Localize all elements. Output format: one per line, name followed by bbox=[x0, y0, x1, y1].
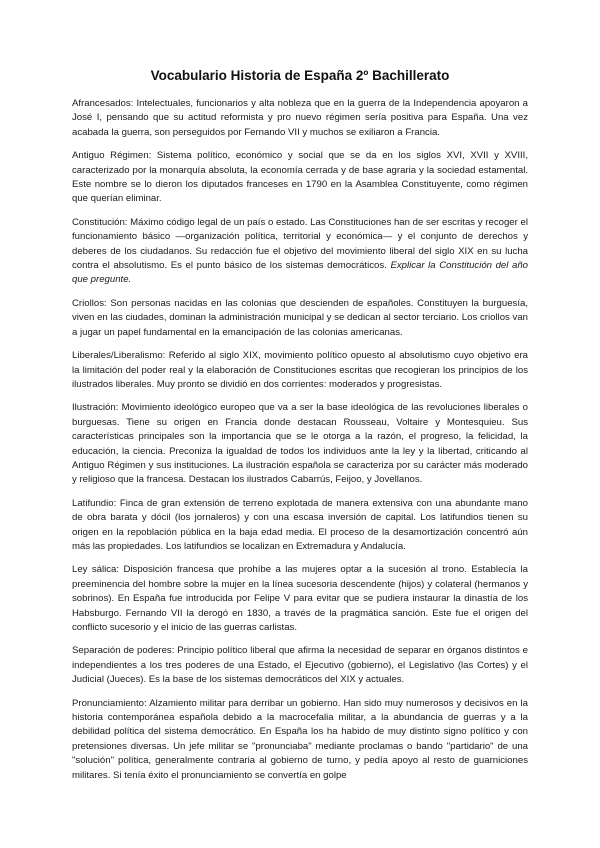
entry-definition: Finca de gran extensión de terreno explotada de manera extensiva con una abundante mano de obra barata y dócil (los jornaleros) y con una escasa inversión de capital. Los latifundios tienen su origen en la repoblación pública en la baja edad media. El proceso de la desamortización concentró aún más las propiedades. Los latifundios se localizan en Extremadura y Andalucía. bbox=[72, 497, 528, 552]
entry-term: Ilustración: bbox=[72, 402, 119, 414]
entry-definition: Movimiento ideológico europeo que va a ser la base ideológica de las revoluciones liberales o burguesas. Tiene su origen en Francia donde destacan Rousseau, Voltaire y Montesquieu. Sus características principales son la importancia que se le otorga a la razón, el progreso, la felicidad, la educación, la ciencia. Preconiza la igualdad de todos los individuos ante la ley y la libertad, criticando al Antiguo Régimen y sus instituciones. La ilustración española se caracteriza por su carácter más moderado y religioso que la francesa. Destacan los ilustrados Cabarrús, Feijoo, y Jovellanos. bbox=[72, 402, 528, 486]
entry-afrancesados bbox=[72, 97, 528, 140]
entry-term: Liberales/Liberalismo: bbox=[72, 350, 166, 362]
entry-definition: Disposición francesa que prohíbe a las mujeres optar a la sucesión al trono. Establecía la preeminencia del hombre sobre la mujer en la línea sucesoria descendente (hijos) y colateral (hermanos y sobrinos). En España fue introducida por Felipe V para evitar que se pudiera instaurar la dinastía de los Habsburgo. Fernando VII la derogó en 1830, a través de la pragmática sanción. Este fue el origen del conflicto sucesorio y el inicio de las guerras carlistas. bbox=[72, 564, 528, 633]
entry-term: Pronunciamiento: bbox=[72, 697, 147, 709]
entry-pronunciamiento bbox=[72, 697, 528, 783]
entry-definition: Sistema político, económico y social que se da en los siglos XVI, XVII y XVIII, caracterizado por la monarquía absoluta, la economía cerrada y de base agraria y la sociedad estamental. Este nombre se lo dieron los diputados franceses en 1790 en la Asamblea Constituyente, como régimen que querían eliminar. bbox=[72, 150, 528, 205]
entry-note: Explicar la Constitución del año que pregunte. bbox=[72, 260, 529, 286]
entry-definition: Máximo código legal de un país o estado. Las Constituciones han de ser escritas y recoger el funcionamiento básico —organización política, territorial y económica— y el conjunto de derechos y deberes de los ciudadanos. Su redacción fue el objetivo del movimiento liberal del siglo XIX en su lucha contra el absolutismo. Es el punto básico de los sistemas democráticos. bbox=[72, 216, 528, 272]
entry-term: Ley sálica: bbox=[72, 564, 120, 576]
entry-definition: Alzamiento militar para derribar un gobierno. Han sido muy numerosos y decisivos en la historia contemporánea española debido a la macrocefalia militar, a la abundancia de guerras y a la debilidad política del sistema democrático. En España los ha habido de muy distinto signo político y con pretensiones diversas. Un jefe militar se "pronunciaba" mediante proclamas o bando "partidario" de una "solución" política, generalmente contraria al gobierno de turno, y pedía apoyo al resto de guarniciones militares. Si tenía éxito el pronunciamiento se convertía en golpe bbox=[72, 697, 528, 781]
entry-ley-salica bbox=[72, 563, 528, 635]
entry-term: Constitución: bbox=[72, 216, 128, 228]
entry-criollos bbox=[72, 297, 528, 340]
entry-term: Separación de poderes: bbox=[72, 645, 175, 657]
entry-latifundio bbox=[72, 497, 528, 555]
entry-liberalismo bbox=[72, 349, 528, 392]
entry-definition: Intelectuales, funcionarios y alta nobleza que en la guerra de la Independencia apoyaron a José I, pensando que su actitud reformista y pro nuevo régimen sería positiva para España. Una vez acabada la guerra, son perseguidos por Fernando VII y muchos se exiliaron a Francia. bbox=[72, 98, 528, 138]
entry-antiguo-regimen bbox=[72, 149, 528, 207]
entry-term: Latifundio: bbox=[72, 497, 117, 509]
entry-constitucion bbox=[72, 216, 528, 288]
entry-ilustracion bbox=[72, 401, 528, 487]
page-title: Vocabulario Historia de España 2º Bachillerato bbox=[150, 68, 450, 83]
entry-definition: Principio político liberal que afirma la necesidad de separar en órganos distintos e independientes a los tres poderes de una Estado, el Ejecutivo (gobierno), el Legislativo (las Cortes) y el Judicial (Jueces). Es la base de los sistemas democráticos del XIX y actuales. bbox=[72, 645, 528, 686]
entry-term: Criollos: bbox=[72, 297, 107, 309]
entry-separacion-poderes bbox=[72, 644, 528, 687]
entry-definition: Son personas nacidas en las colonias que descienden de españoles. Constituyen la burguesía, viven en las ciudades, dominan la administración municipal y se dedican al sector terciario. Los criollos van a jugar un papel fundamental en la emancipación de las colonias americanas. bbox=[72, 297, 528, 338]
entry-term: Antiguo Régimen: bbox=[72, 150, 152, 162]
entry-term: Afrancesados: bbox=[72, 98, 134, 109]
entry-definition: Referido al siglo XIX, movimiento político opuesto al absolutismo cuyo objetivo era la limitación del poder real y la elaboración de Constituciones escritas que recogieran los principios de los ilustrados liberales. Muy pronto se dividió en dos corrientes: moderados y progresistas. bbox=[72, 350, 528, 390]
